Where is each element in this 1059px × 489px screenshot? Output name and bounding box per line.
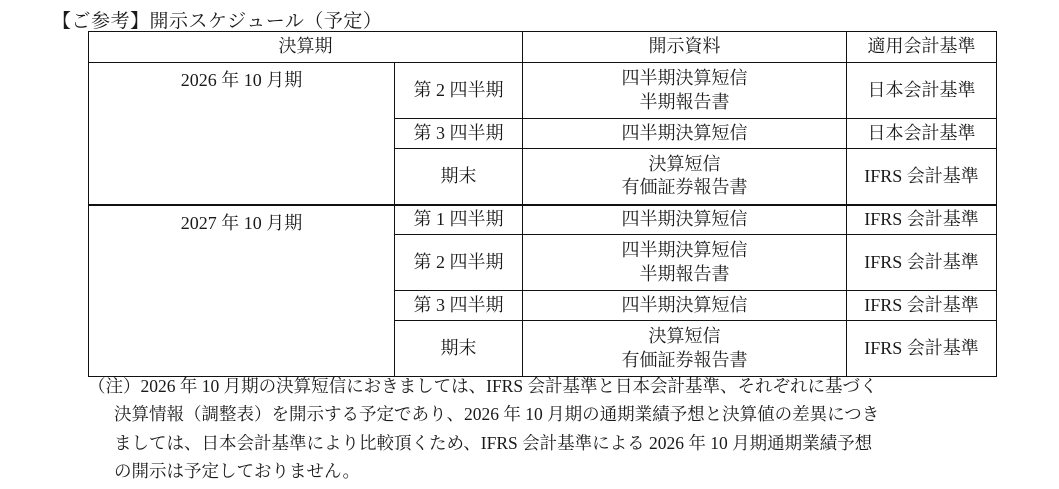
cell-standard: IFRS 会計基準 [847, 291, 997, 321]
cell-standard: IFRS 会計基準 [847, 205, 997, 235]
document-line: 四半期決算短信 [621, 122, 748, 143]
footnote-line: 決算情報（調整表）を開示する予定であり、2026 年 10 月期の通期業績予想と決算値の差異につき [114, 404, 880, 425]
column-header-period: 決算期 [89, 32, 523, 63]
cell-quarter: 第 3 四半期 [395, 291, 523, 321]
document-line: 半期報告書 [639, 91, 730, 112]
cell-period: 2026 年 10 月期 [89, 63, 395, 205]
cell-documents [523, 205, 847, 235]
document-line: 決算短信 [648, 326, 721, 347]
cell-documents [523, 63, 847, 119]
column-header-documents: 開示資料 [523, 32, 847, 63]
document-line: 半期報告書 [639, 263, 730, 284]
table-row [89, 205, 997, 235]
cell-standard: 日本会計基準 [847, 119, 997, 149]
document-line: 四半期決算短信 [621, 68, 748, 89]
footnote-line: ましては、日本会計基準により比較頂くため、IFRS 会計基準による 2026 年 10 月期通期業績予想 [114, 432, 873, 453]
column-header-standard: 適用会計基準 [847, 32, 997, 63]
cell-period: 2027 年 10 月期 [89, 205, 395, 377]
document-line: 四半期決算短信 [621, 209, 748, 230]
footnote-label: （注） [88, 376, 141, 396]
document-line: 有価証券報告書 [621, 177, 748, 198]
cell-standard: IFRS 会計基準 [847, 235, 997, 291]
cell-documents [523, 321, 847, 377]
table-header-row [89, 32, 997, 63]
footnote-line [88, 372, 1000, 400]
table-row [89, 63, 997, 119]
page-title: 【ご参考】開示スケジュール（予定） [52, 11, 383, 32]
document-line: 決算短信 [648, 154, 721, 175]
cell-quarter: 第 1 四半期 [395, 205, 523, 235]
cell-quarter: 第 2 四半期 [395, 63, 523, 119]
cell-quarter: 第 3 四半期 [395, 119, 523, 149]
document-line: 有価証券報告書 [621, 349, 748, 370]
cell-documents [523, 149, 847, 205]
cell-quarter: 期末 [395, 321, 523, 377]
cell-documents [523, 291, 847, 321]
cell-standard: 日本会計基準 [847, 63, 997, 119]
disclosure-schedule-table [88, 31, 997, 377]
footnote [88, 372, 1000, 485]
cell-standard: IFRS 会計基準 [847, 321, 997, 377]
cell-quarter: 第 2 四半期 [395, 235, 523, 291]
document-line: 四半期決算短信 [621, 294, 748, 315]
cell-quarter: 期末 [395, 149, 523, 205]
cell-documents [523, 235, 847, 291]
footnote-text: 2026 年 10 月期の決算短信におきましては、IFRS 会計基準と日本会計基準、それぞれに基づく [140, 376, 878, 396]
cell-standard: IFRS 会計基準 [847, 149, 997, 205]
footnote-line: の開示は予定しておりません。 [114, 461, 361, 482]
cell-documents [523, 119, 847, 149]
document-line: 四半期決算短信 [621, 240, 748, 261]
